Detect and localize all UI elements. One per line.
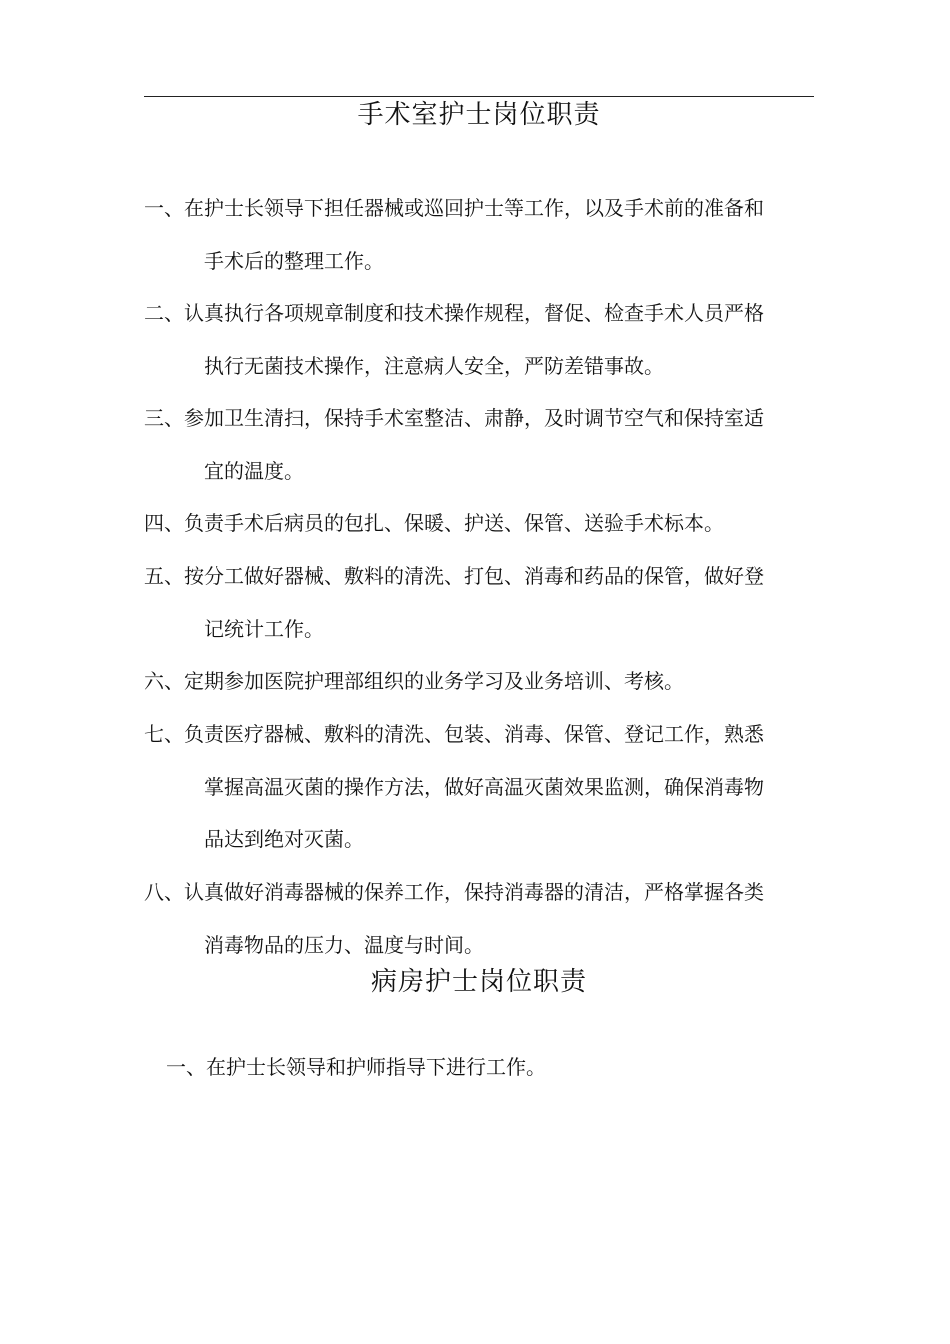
section-title-operating-room: 手术室护士岗位职责 xyxy=(357,100,601,130)
duty-item-line: 二、认真执行各项规章制度和技术操作规程，督促、检查手术人员严格 xyxy=(144,301,764,325)
duty-item-line: 五、按分工做好器械、敷料的清洗、打包、消毒和药品的保管，做好登 xyxy=(144,564,764,588)
duty-item-6 xyxy=(144,655,824,708)
ward-duty-item-1 xyxy=(166,1041,546,1094)
duty-item-line: 宜的温度。 xyxy=(204,458,304,483)
duty-item-line: 六、定期参加医院护理部组织的业务学习及业务培训、考核。 xyxy=(144,669,684,693)
duty-item-line: 三、参加卫生清扫，保持手术室整洁、肃静，及时调节空气和保持室适 xyxy=(144,406,764,430)
duty-item-line: 七、负责医疗器械、敷料的清洗、包装、消毒、保管、登记工作，熟悉 xyxy=(144,722,764,746)
duty-item-3 xyxy=(144,392,824,497)
duty-item-line: 消毒物品的压力、温度与时间。 xyxy=(204,932,484,957)
duty-item-5 xyxy=(144,550,824,655)
duty-item-7 xyxy=(144,708,824,866)
duty-item-line: 四、负责手术后病员的包扎、保暖、护送、保管、送验手术标本。 xyxy=(144,511,724,535)
duty-item-line: 品达到绝对灭菌。 xyxy=(204,827,364,851)
duty-item-line: 八、认真做好消毒器械的保养工作，保持消毒器的清洁，严格掌握各类 xyxy=(144,880,764,904)
duty-item-line: 手术后的整理工作。 xyxy=(204,248,384,273)
duty-item-2 xyxy=(144,287,824,392)
duty-item-line: 记统计工作。 xyxy=(204,616,324,641)
duty-item-1 xyxy=(144,182,824,287)
header-rule xyxy=(144,96,814,97)
duty-item-4 xyxy=(144,497,824,550)
duty-item-8 xyxy=(144,866,824,971)
duty-item-line: 掌握高温灭菌的操作方法，做好高温灭菌效果监测，确保消毒物 xyxy=(204,774,764,799)
duty-item-line: 执行无菌技术操作，注意病人安全，严防差错事故。 xyxy=(204,353,664,378)
duty-item-line: 一、在护士长领导下担任器械或巡回护士等工作，以及手术前的准备和 xyxy=(144,196,764,220)
section-title-ward: 病房护士岗位职责 xyxy=(370,967,587,997)
duty-item-line: 一、在护士长领导和护师指导下进行工作。 xyxy=(166,1055,546,1079)
